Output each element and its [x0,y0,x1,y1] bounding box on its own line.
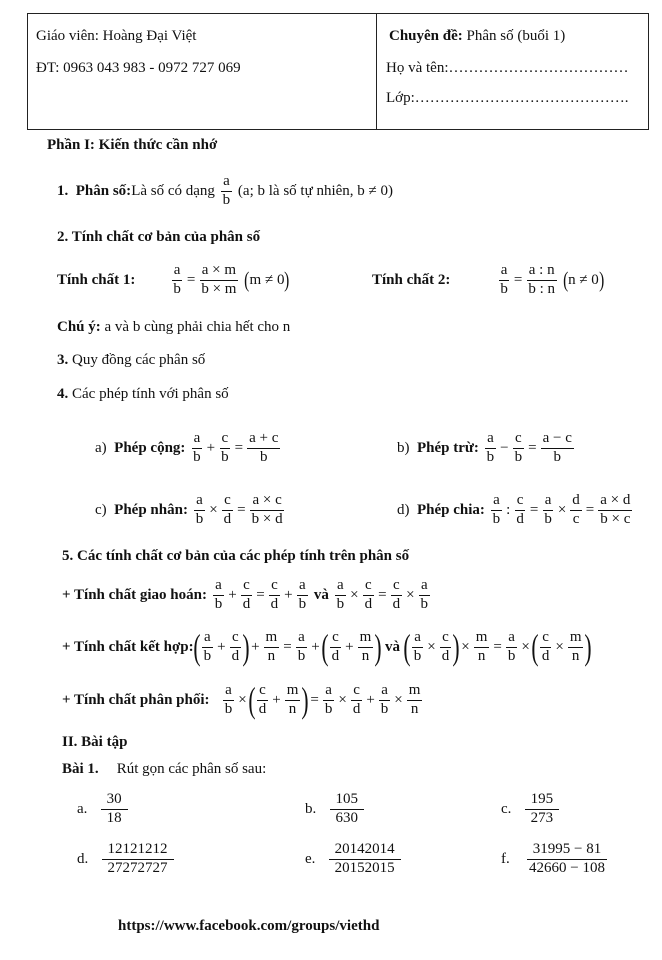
item4: 4. Các phép tính với phân số [57,386,229,402]
prop2-condition: n ≠ 0 [568,271,599,288]
assoc-label: + Tính chất kết hợp: [62,638,194,655]
fraction-f: f. $\frac{31995 - 81}{42660 - 108}$ [501,838,613,880]
item1-label: Phân số: [75,182,132,199]
mul-label: Phép nhân: [114,501,188,518]
prop1-formula: $\frac{a}{b}$ = $\frac{a \times m}{b \times m}$ ( m ≠ 0 ) [173,261,290,297]
comm-label: + Tính chất giao hoán: [62,586,207,603]
item1-text: Là số có dạng [131,182,215,199]
prop2-formula: $\frac{a}{b}$ = $\frac{a : n}{b : n}$ ( n ≠ 0 ) [500,261,605,297]
fraction-b: b. $\frac{105}{630}$ [305,788,366,830]
item1-num: 1. [57,182,69,199]
item5-title: 5. Các tính chất cơ bản của các phép tính trên phân số [62,548,410,564]
note-label: Chú ý: [57,319,101,335]
op-addition: a) Phép cộng: $\frac{a}{b}$ + $\frac{c}{b}$ = $\frac{a + c}{b}$ [95,429,279,465]
prop1-condition: m ≠ 0 [249,271,285,288]
name-field: Họ và tên:……………………………… [386,60,629,76]
class-field: Lớp:……………………………………. [386,90,629,106]
add-label: Phép cộng: [114,439,186,456]
part2-title: II. Bài tập [62,734,128,750]
prop2-label: Tính chất 2: [372,271,451,288]
dist-label: + Tính chất phân phối: [62,691,210,708]
fraction-a: a. $\frac{30}{18}$ [77,788,130,830]
property-2 [372,262,604,298]
fraction-c: c. $\frac{195}{273}$ [501,788,561,830]
op-division: d) Phép chia: $\frac{a}{b}$ : $\frac{c}{d}$ = $\frac{a}{b}$ × $\frac{d}{c}$ = $\frac{a \times d}{b \times c}$ [397,491,631,527]
part1-title: Phần I: Kiến thức cần nhớ [47,137,218,153]
header-divider [376,14,377,129]
prop-commutative: + Tính chất giao hoán: $\frac{a}{b}$ + $\frac{c}{d}$ = $\frac{c}{d}$ + $\frac{a}{b}$ và $\frac{a}{b}$ × $\frac{c}{d}$ = $\frac{c}{d}$ × $\frac{a}{b}$ [62,576,429,612]
note [57,319,290,336]
op-multiplication: c) Phép nhân: $\frac{a}{b}$ × $\frac{c}{d}$ = $\frac{a \times c}{b \times d}$ [95,491,283,527]
item2-title: 2. Tính chất cơ bản của phân số [57,229,261,245]
prop-associative: + Tính chất kết hợp: ( $\frac{a}{b}$ + $\frac{c}{d}$ ) + $\frac{m}{n}$ = $\frac{a}{b}$ + ( $\frac{c}{d}$ + $\frac{m}{n}$ ) và ( $\frac{a}{b}$ × $\frac{c}{d}$ ) × $\frac{m}{n}$ = $\frac{a}{b}$ × ( $\frac{c}{d}$ × $\frac{m}{n}$ ) [62,627,593,667]
div-label: Phép chia: [417,501,485,518]
ex1-text: Rút gọn các phân số sau: [116,761,267,777]
item3: 3. Quy đồng các phân số [57,352,206,368]
op-subtraction: b) Phép trừ: $\frac{a}{b}$ − $\frac{c}{b}$ = $\frac{a - c}{b}$ [397,429,572,465]
fraction-a-over-b: $\frac{a}{b}$ [222,172,231,208]
fraction-d: d. $\frac{12121212}{27272727}$ [77,838,176,880]
topic [389,28,565,45]
sub-label: Phép trừ: [417,439,479,456]
item1 [57,173,393,209]
prop-distributive: + Tính chất phân phối: $\frac{a}{b}$ × ( $\frac{c}{d}$ + $\frac{m}{n}$ ) = $\frac{a}{b}$ × $\frac{c}{d}$ + $\frac{a}{b}$ × $\frac{m}{n}$ [62,680,421,720]
property-1 [57,262,290,298]
topic-label: Chuyên đề: [389,28,463,44]
prop1-label: Tính chất 1: [57,271,136,288]
ex1-label: Bài 1. [62,761,99,777]
topic-value: Phân số (buổi 1) [462,28,566,44]
fraction-e: e. $\frac{20142014}{20152015}$ [305,838,403,880]
teacher-phone: ĐT: 0963 043 983 - 0972 727 069 [36,60,241,76]
teacher-name: Giáo viên: Hoàng Đại Việt [36,28,197,44]
exercise-1 [62,761,266,778]
footer-url[interactable]: https://www.facebook.com/groups/viethd [118,918,380,934]
item1-condition: (a; b là số tự nhiên, b ≠ 0) [237,182,394,199]
note-text: a và b cùng phải chia hết cho n [100,319,291,335]
